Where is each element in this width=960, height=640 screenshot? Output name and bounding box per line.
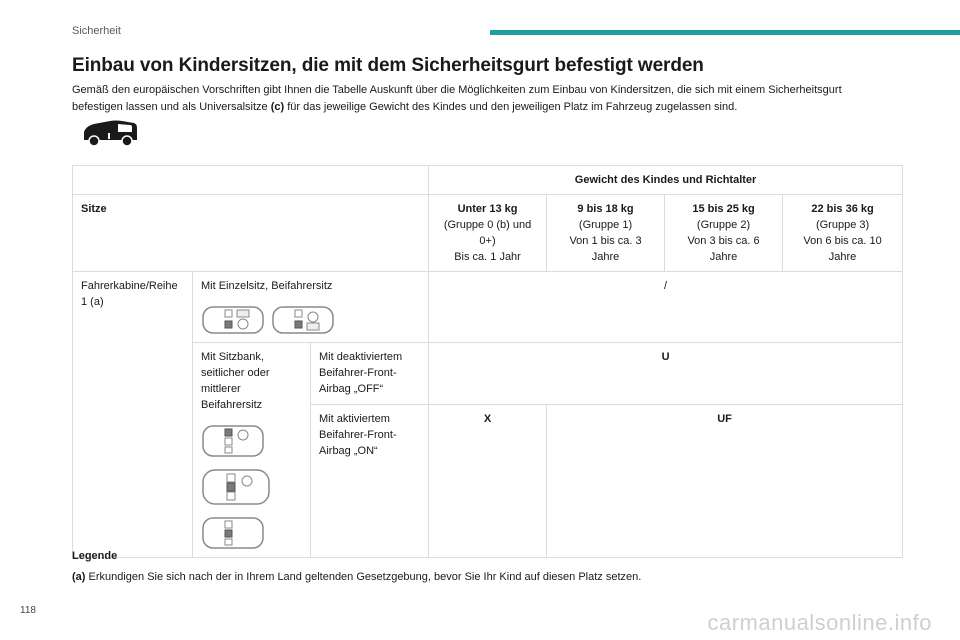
section-label: Sicherheit <box>72 25 121 37</box>
legend-title: Legende <box>72 550 118 562</box>
single-seat-cell <box>193 272 429 343</box>
airbag-off-value: U <box>429 343 903 405</box>
group-name: (Gruppe 1) <box>578 219 633 231</box>
intro-text-start: Gemäß den europäischen Vorschriften gibt Ihnen die Tabelle Auskunft über die Möglichkeiten zum Einbau von Kindersitzen, die sich mit einem Sicherheitsgurt befestigen lassen und als Universalsitze <box>72 84 842 113</box>
group-name: (Gruppe 3) <box>815 219 870 231</box>
page-number: 118 <box>20 605 36 616</box>
airbag-on-label: Mit aktiviertem Beifahrer-Front-Airbag „ON“ <box>311 404 429 557</box>
group-name: (Gruppe 0 (b) und 0+) <box>443 219 532 247</box>
group-age: Von 6 bis ca. 10 Jahre <box>803 235 882 263</box>
seat-diagram-icon <box>201 467 271 507</box>
intro-bold-ref: (c) <box>270 101 285 113</box>
van-icon <box>80 118 140 150</box>
group-header-0 <box>429 195 547 272</box>
legend-key: (a) <box>72 571 86 583</box>
group-age: Von 3 bis ca. 6 Jahre <box>687 235 760 263</box>
seat-diagram-group <box>201 304 420 336</box>
table-row <box>73 343 903 405</box>
group-weight: 15 bis 25 kg <box>692 203 755 215</box>
table-row <box>73 272 903 343</box>
single-seat-label: Mit Einzelsitz, Beifahrersitz <box>201 280 333 292</box>
seat-diagram-icon <box>201 423 265 459</box>
group-weight: 22 bis 36 kg <box>811 203 874 215</box>
airbag-off-label: Mit deaktiviertem Beifahrer-Front-Airbag „OFF“ <box>311 343 429 405</box>
bench-seat-label: Mit Sitzbank, seitlicher oder mittlerer Beifahrersitz <box>201 351 270 411</box>
legend-text: Erkundigen Sie sich nach der in Ihrem Land geltenden Gesetzgebung, bevor Sie Ihr Kind auf diesen Platz setzen. <box>85 571 642 583</box>
seat-diagram-icon <box>201 515 265 551</box>
page-title: Einbau von Kindersitzen, die mit dem Sicherheitsgurt befestigt werden <box>72 55 704 76</box>
legend-item <box>72 571 641 583</box>
group-header-3 <box>783 195 903 272</box>
seat-diagram-icon <box>201 304 265 336</box>
intro-paragraph <box>72 82 892 116</box>
group-name: (Gruppe 2) <box>696 219 751 231</box>
single-seat-value: / <box>429 272 903 343</box>
group-weight: 9 bis 18 kg <box>577 203 634 215</box>
airbag-on-value-groups123: UF <box>547 404 903 557</box>
seat-diagram-group <box>201 423 302 551</box>
seat-diagram-icon <box>271 304 335 336</box>
intro-text-end: für das jeweilige Gewicht des Kindes und den jeweiligen Platz im Fahrzeug zugelassen sind. <box>284 101 738 113</box>
group-header-2 <box>665 195 783 272</box>
watermark: carmanualsonline.info <box>707 610 932 635</box>
table-row <box>73 166 903 195</box>
weight-header: Gewicht des Kindes und Richtalter <box>429 166 903 195</box>
group-weight: Unter 13 kg <box>457 203 518 215</box>
table-cell-empty <box>73 166 429 195</box>
group-age: Von 1 bis ca. 3 Jahre <box>569 235 642 263</box>
row-label-cab: Fahrerkabine/Reihe 1 (a) <box>73 272 193 558</box>
group-age: Bis ca. 1 Jahr <box>454 251 521 263</box>
child-seat-table <box>72 165 903 558</box>
table-row <box>73 195 903 272</box>
airbag-on-value-group0: X <box>429 404 547 557</box>
seats-header: Sitze <box>73 195 429 272</box>
bench-seat-cell <box>193 343 311 558</box>
section-accent-bar <box>490 30 960 35</box>
group-header-1 <box>547 195 665 272</box>
